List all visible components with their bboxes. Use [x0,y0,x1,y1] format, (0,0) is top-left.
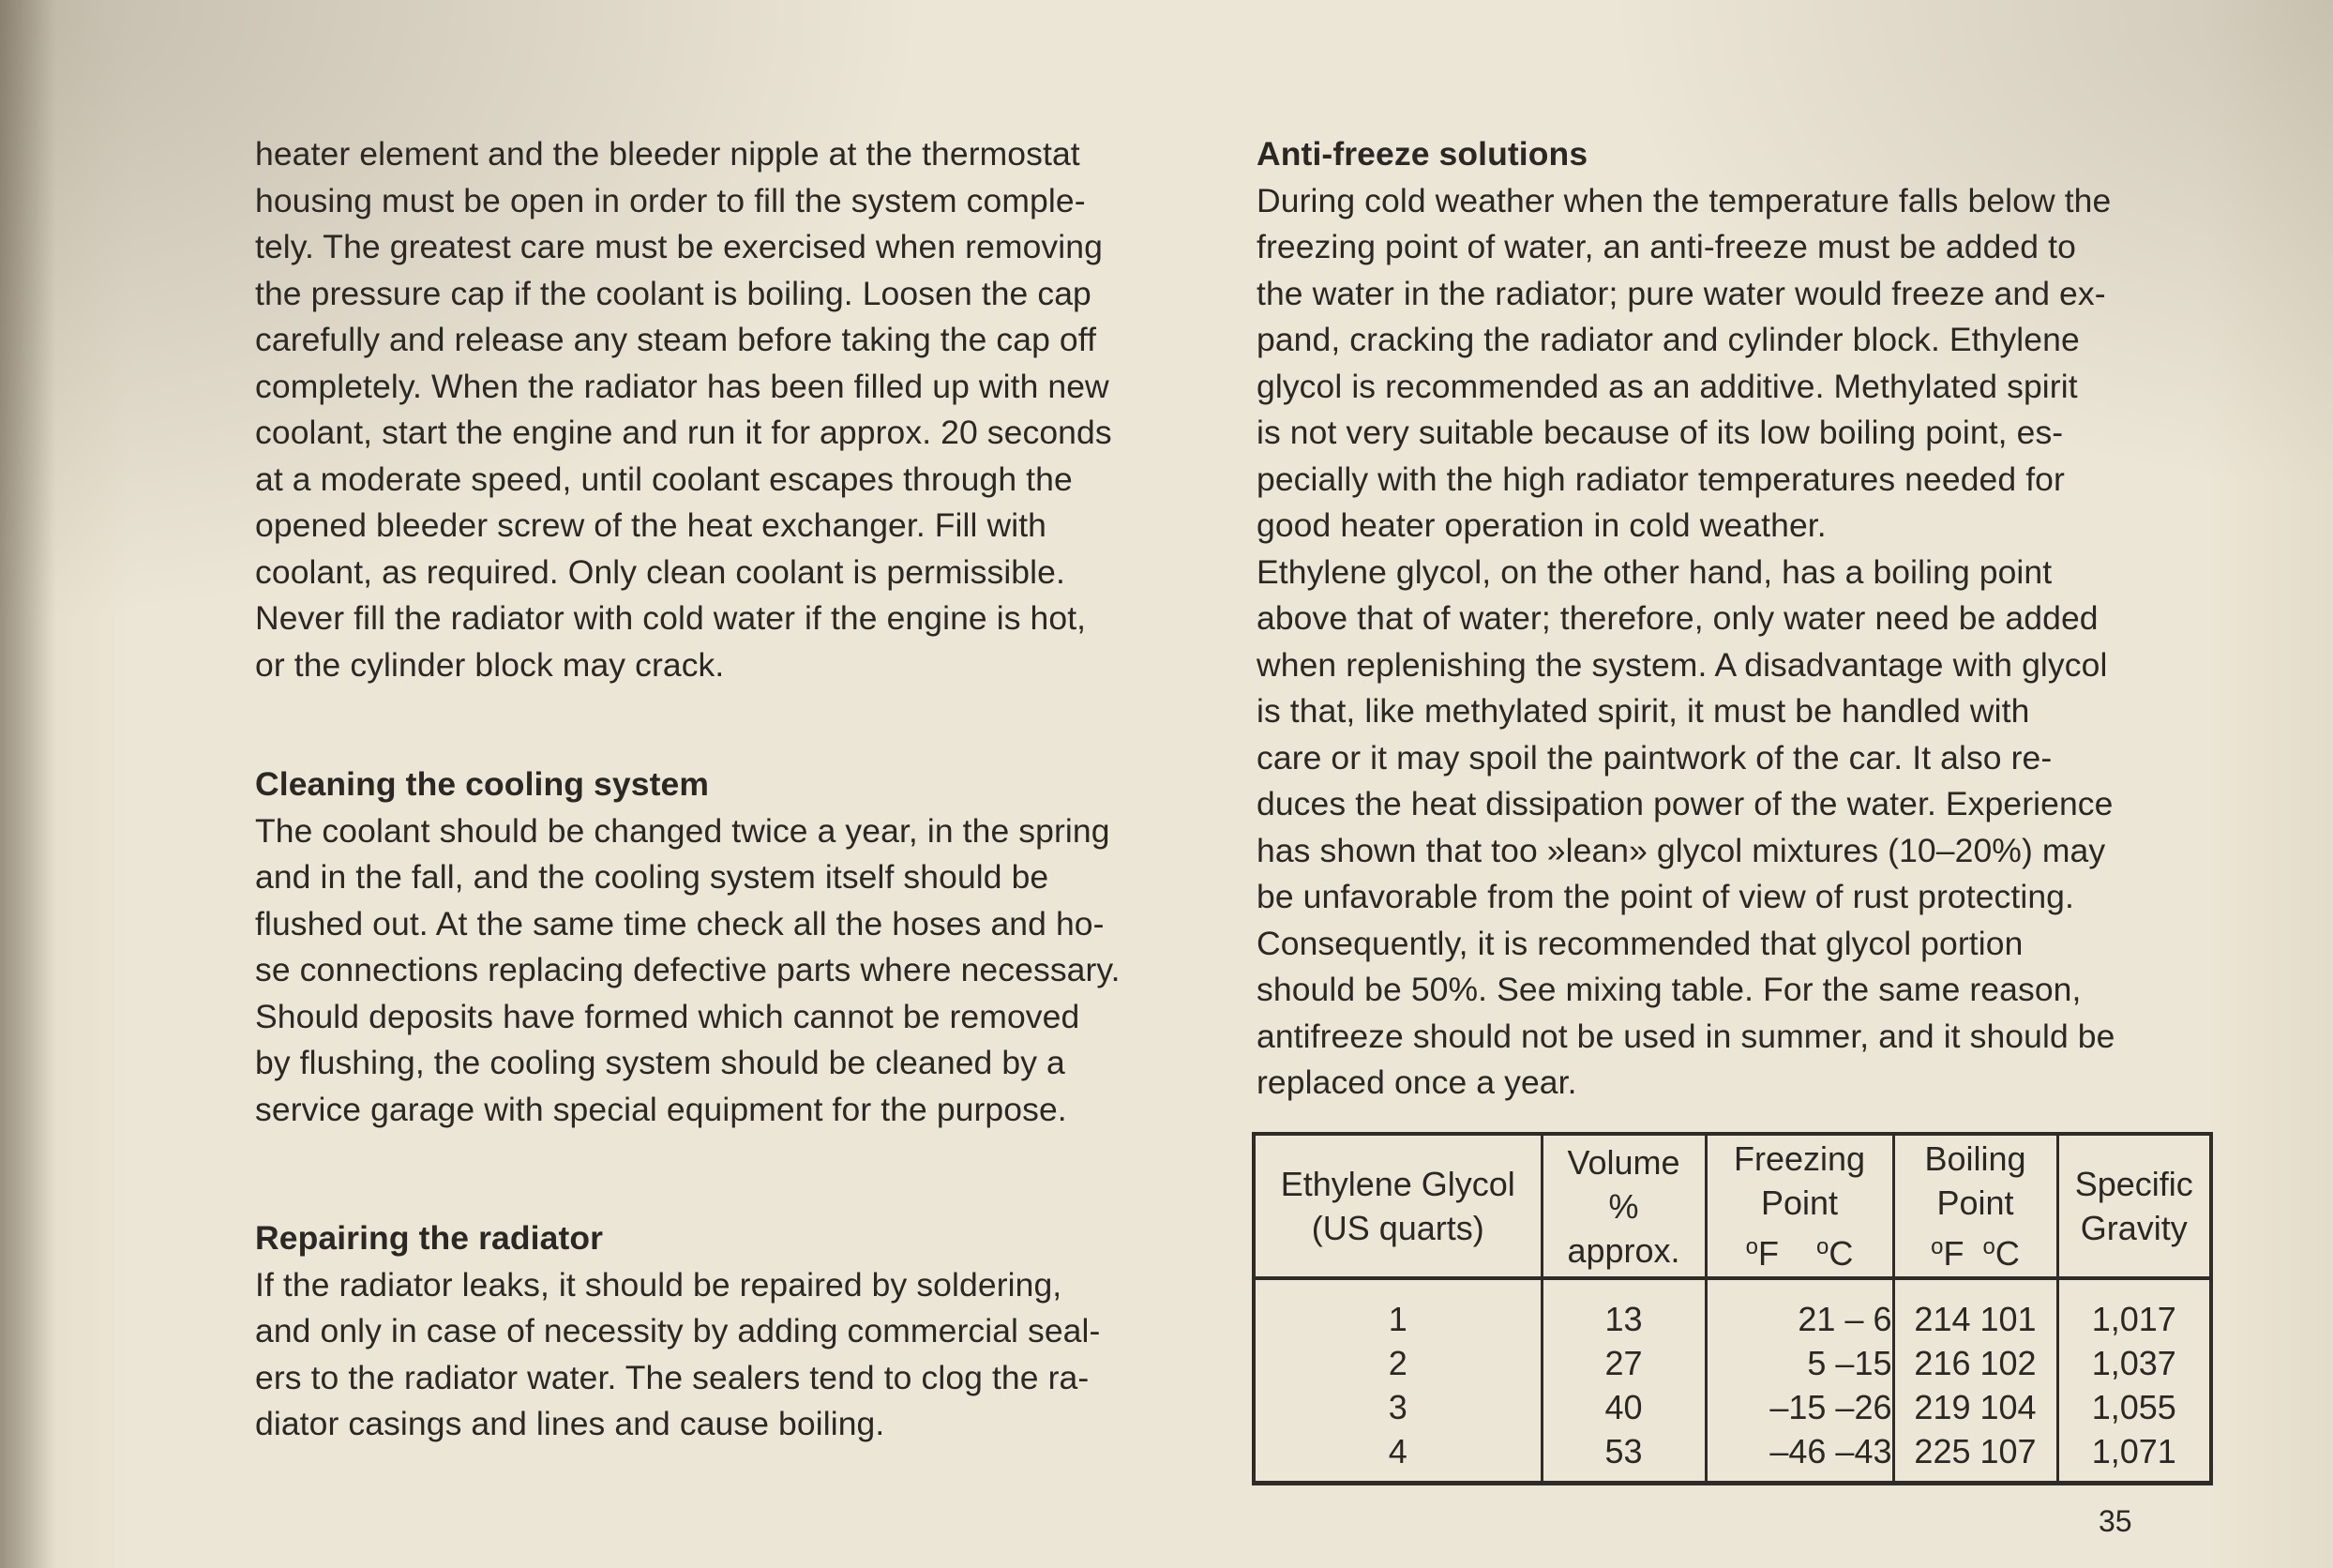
header-ethylene-glycol: Ethylene Glycol (US quarts) [1256,1136,1542,1278]
boiling-units: $^o$F $^o$C [1931,1234,2020,1273]
header-specific-gravity: Specific Gravity [2057,1136,2209,1278]
header-freezing-point: Freezing Point $^o$F $^o$C [1706,1136,1893,1278]
left-column [255,131,1193,1448]
col-specific-gravity: 1,017 1,037 1,055 1,071 [2057,1278,2209,1481]
col-freezing-point: 21 – 6 5 –15 –15 –26 –46 –43 [1706,1278,1893,1481]
page-number: 35 [2099,1504,2132,1538]
cleaning-paragraph: The coolant should be changed twice a year, in the spring and in the fall, and the cooling system itself should be flushed out. At the same time check all the hoses and ho- se connections replacing defective parts where necessary. Should deposits have formed which cannot be removed by flushing, the cooling system should be cleaned by a service garage with special equipment for the purpose. [255,811,1121,1128]
repair-heading: Repairing the radiator [255,1219,604,1257]
freezing-units: $^o$F $^o$C [1745,1234,1854,1273]
repair-paragraph: If the radiator leaks, it should be repaired by soldering, and only in case of necessity by adding commercial seal- ers to the radiator water. The sealers tend to clog the ra- diator casings and lines and cause boiling. [255,1265,1101,1442]
antifreeze-heading: Anti-freeze solutions [1257,135,1588,173]
header-boiling-point: Boiling Point $^o$F $^o$C [1893,1136,2057,1278]
table-header-row [1256,1136,2209,1278]
right-column [1257,131,2213,1107]
table-data-row [1256,1278,2209,1481]
col-volume-percent: 13 27 40 53 [1542,1278,1706,1481]
col-boiling-point: 214 101 216 102 219 104 225 107 [1893,1278,2057,1481]
cleaning-heading: Cleaning the cooling system [255,765,710,803]
intro-paragraph: heater element and the bleeder nipple at the thermostat housing must be open in order to fill the system comple- tely. The greatest care must be exercised when removing the pressure cap if the coolant is boiling. Loosen the cap carefully and release any steam before taking the cap off completely. When the radiator has been filled up with new coolant, start the engine and run it for approx. 20 seconds at a moderate speed, until coolant escapes through the opened bleeder screw of the heat exchanger. Fill with coolant, as required. Only clean coolant is permissible. Never fill the radiator with cold water if the engine is hot, or the cylinder block may crack. [255,135,1112,684]
mixing-table [1252,1132,2213,1485]
col-glycol-quarts: 1 2 3 4 [1388,1300,1407,1470]
header-volume: Volume % approx. [1542,1136,1706,1278]
book-binding-shadow [0,0,56,1568]
antifreeze-paragraph: During cold weather when the temperature falls below the freezing point of water, an anti-freeze must be added to the water in the radiator; pure water would freeze and ex- pand, cracking the radiator and cylinder block. Ethylene glycol is recommended as an additive. Methylated spirit is not very suitable because of its low boiling point, es- pecially with the high radiator temperatures needed for good heater operation in cold weather. Ethylene glycol, on the other hand, has a boiling point above that of water; therefore, only water need be added when replenishing the system. A disadvantage with glycol is that, like methylated spirit, it must be handled with care or it may spoil the paintwork of the car. It also re- duces the heat dissipation power of the water. Experience has shown that too »lean» glycol mixtures (10–20%) may be unfavorable from the point of view of rust protecting. Consequently, it is recommended that glycol portion should be 50%. See mixing table. For the same reason, antifreeze should not be used in summer, and it should be replaced once a year. [1257,181,2115,1101]
